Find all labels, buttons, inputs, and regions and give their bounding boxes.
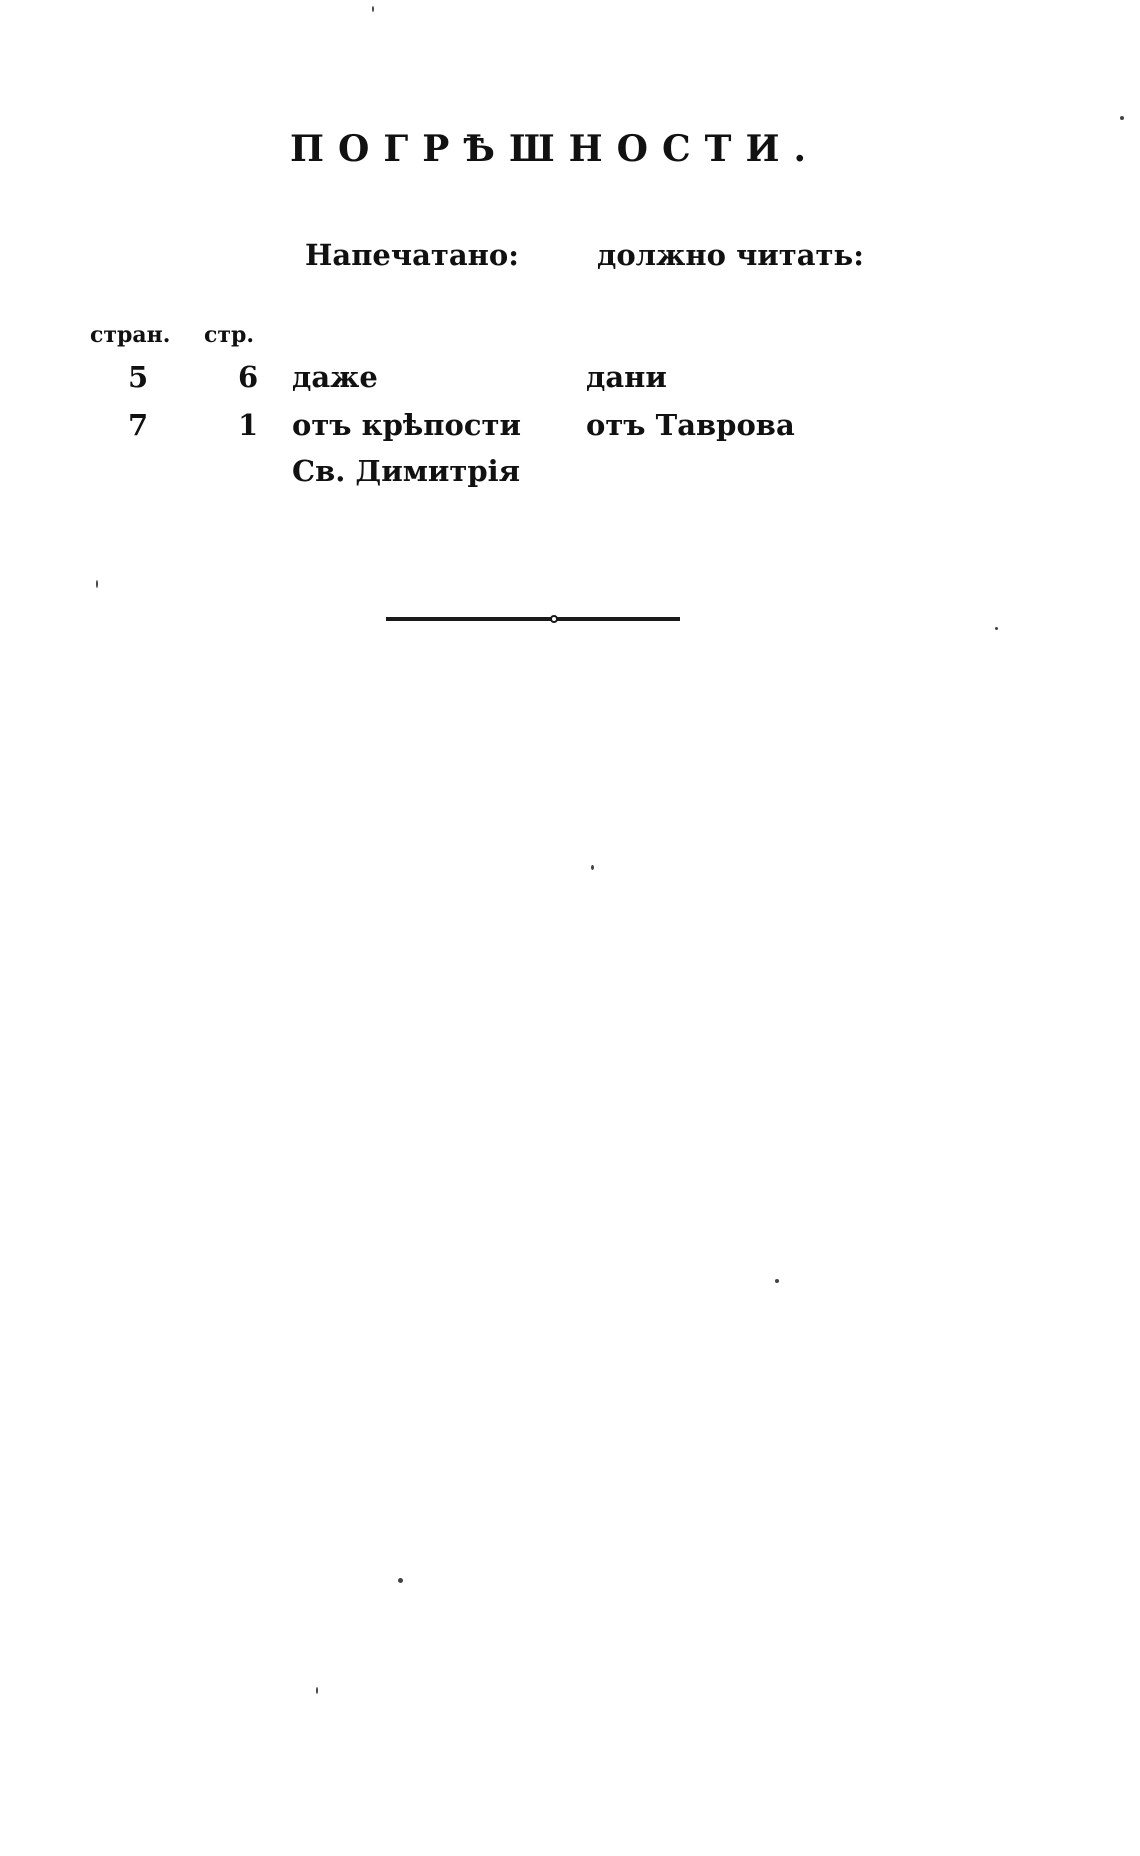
errata-page-number: 7 (128, 408, 149, 442)
errata-correct-text: дани (586, 360, 667, 394)
errata-printed-text: даже (292, 360, 378, 394)
errata-correct-text: отъ Таврова (586, 408, 795, 442)
paper-speck (372, 6, 374, 12)
closing-rule (386, 617, 680, 621)
errata-printed-text: Св. Димитрія (292, 454, 521, 488)
paper-speck (1120, 116, 1124, 120)
errata-row (0, 360, 1140, 406)
column-header-page: стран. (90, 322, 171, 348)
paper-speck (96, 580, 98, 588)
rule-ornament (550, 615, 558, 623)
errata-line-number: 6 (238, 360, 259, 394)
errata-line-number: 1 (238, 408, 259, 442)
paper-speck (995, 627, 998, 630)
errata-page-number: 5 (128, 360, 149, 394)
paper-speck (591, 865, 594, 870)
column-header-line: стр. (204, 322, 255, 348)
column-header-correct: должно читать: (597, 238, 864, 272)
paper-speck (398, 1578, 403, 1583)
paper-speck (316, 1687, 318, 1694)
page-title: ПОГРѢШНОСТИ. (290, 128, 820, 170)
column-header-printed: Напечатано: (305, 238, 519, 272)
errata-row (0, 408, 1140, 454)
paper-speck (775, 1279, 779, 1283)
errata-printed-text: отъ крѣпости (292, 408, 521, 442)
errata-row-continuation (0, 454, 1140, 500)
